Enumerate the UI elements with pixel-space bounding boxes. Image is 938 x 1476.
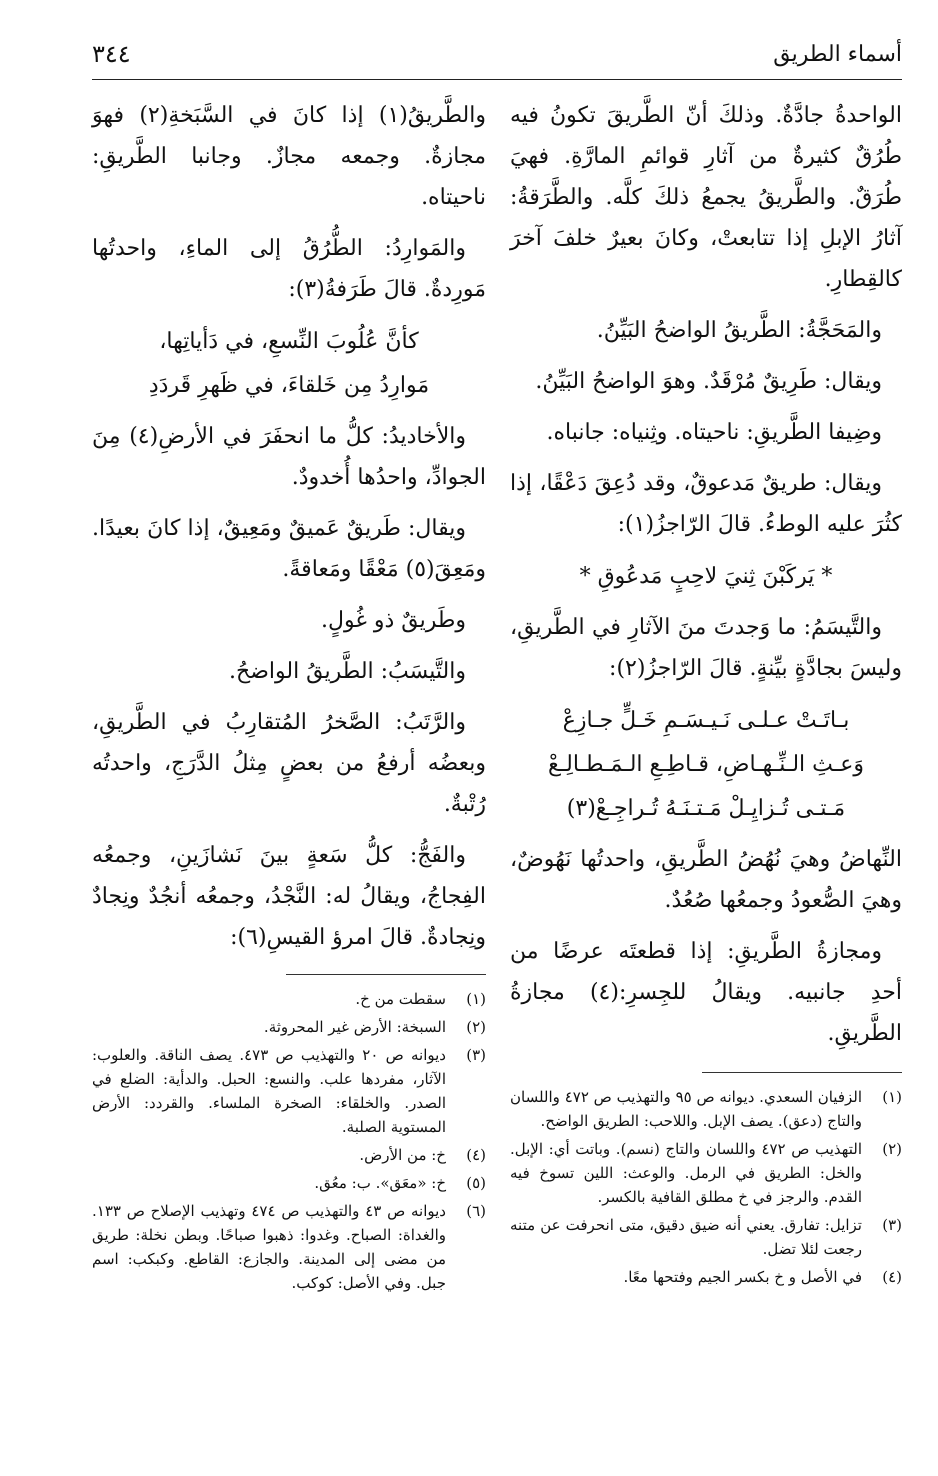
paragraph: والتَّيسَمُ: ما وَجدتَ منَ الآثارِ في الطَّريقِ، وليسَ بجادَّةٍ بيِّنةٍ. قالَ الرّاجزُ(٢): bbox=[510, 615, 902, 681]
footnote-text: في الأصل و خ بكسر الجيم وفتحها معًا. bbox=[623, 1268, 862, 1286]
paragraph: والرَّتَبُ: الصَّخرُ المُتقارِبُ في الطَّريقِ، وبعضُه أرفعُ من بعضٍ مِثلُ الدَّرَجِ، واحدتُه رُتْبةٌ. bbox=[92, 710, 486, 817]
right-column bbox=[510, 95, 902, 1293]
verse-line: مَوارِدُ مِن خَلقاءَ، في ظَهرِ قَردَدِ bbox=[148, 373, 430, 398]
footnote bbox=[92, 1043, 486, 1139]
paragraph: ويقال: طَريقٌ عَميقٌ ومَعِيقٌ، إذا كانَ بعيدًا. ومَعِقَ(٥) مَعْقًا ومَعاقةً. bbox=[92, 516, 486, 582]
paragraph: والطَّريقُ(١) إذا كانَ في السَّبَخةِ(٢) فهوَ مجازةٌ. وجمعه مجازٌ. وجانبا الطَّريقِ: ناحيتاه. bbox=[92, 103, 486, 210]
footnote bbox=[510, 1213, 902, 1261]
paragraph: ويقال: طَرِيقٌ مُرْقَدٌ. وهوَ الواضحُ البَيِّنُ. bbox=[535, 369, 882, 394]
verse-block bbox=[510, 699, 902, 831]
footnote-text: تزايل: تفارق. يعني أنه ضيق دقيق، متى انحرفت عن متنه رجعت لئلا تضل. bbox=[510, 1216, 862, 1258]
footnote bbox=[510, 1137, 902, 1209]
paragraph: والأخاديدُ: كلُّ ما انحفَرَ في الأرضِ(٤) مِنَ الجوادِّ، واحدُها أُخدودٌ. bbox=[92, 424, 486, 490]
footnote-text: ديوانه ص ٢٠ والتهذيب ص ٤٧٣. يصف الناقة. والعلوب: الآثار، مفردها علب. والنسع: الحبل. والدأية: الضلع في الصدر. والخلقاء: الصخرة الملساء. والقردد: الأرض المستوية الصلبة. bbox=[92, 1046, 446, 1136]
footnote bbox=[510, 1085, 902, 1133]
footnote-number: (٥) bbox=[466, 1174, 486, 1192]
footnote-number: (٤) bbox=[466, 1146, 486, 1164]
paragraph: ومجازةُ الطَّريقِ: إذا قطعتَه عرضًا من أحدِ جانبيه. ويقالُ للجِسرِ:(٤) مجازةُ الطَّريقِ. bbox=[510, 939, 902, 1046]
footnote bbox=[92, 987, 486, 1011]
verse-line: بـاتَـتْ عـلـى نَـيـسَـمِ خَـلٍّ جـازِعْ bbox=[562, 708, 850, 733]
verse-block bbox=[510, 555, 902, 599]
paragraph: ويقال: طريقٌ مَدعوقٌ، وقد دُعِقَ دَعْقًا، إذا كثُرَ عليه الوطءُ. قالَ الرّاجزُ(١): bbox=[510, 471, 902, 537]
running-header bbox=[92, 38, 902, 80]
verse-line: مَـتـى تُـزايِـلْ مَـتـنَـهُ تُـراجِـعْ(٣) bbox=[566, 796, 846, 821]
footnote-text: الزفيان السعدي. ديوانه ص ٩٥ والتهذيب ص ٤٧٢ واللسان والتاج (دعق). يصف الإبل. واللاحب: الطريق الواضح. bbox=[510, 1088, 863, 1130]
verse-block bbox=[92, 320, 486, 408]
footnote-number: (٦) bbox=[466, 1202, 486, 1220]
footnote-text: خ: من الأرض. bbox=[359, 1146, 446, 1164]
footnote-number: (٤) bbox=[882, 1268, 902, 1286]
paragraph: وضِيفا الطَّريقِ: ناحيتاه. وثِنياه: جانباه. bbox=[546, 420, 882, 445]
footnote-text: ديوانه ص ٤٣ والتهذيب ص ٤٧٤ وتهذيب الإصلاح ص ١٣٣. والغداة: الصباح. وغدوا: ذهبوا صباحًا. وبطن نخلة: طريق من مضى إلى المدينة. والجازع: القاطع. وكبكب: اسم جبل. وفي الأصل: كوكب. bbox=[92, 1202, 446, 1292]
verse-line: وَعـثِ الـنِّـهـاضِ، قـاطِـعِ الـمَـطـالِـعْ bbox=[548, 752, 864, 777]
footnote-separator bbox=[286, 974, 486, 975]
page-number: ٣٤٤ bbox=[92, 40, 131, 68]
footnote-text: السبخة: الأرض غير المحروثة. bbox=[263, 1018, 446, 1036]
footnote bbox=[92, 1143, 486, 1167]
paragraph: وطَريقٌ ذو غُولٍ. bbox=[321, 608, 466, 633]
verse-line: كأنَّ عُلُوبَ النِّسعِ، في دَأياتِها، bbox=[159, 329, 419, 354]
footnote bbox=[510, 1265, 902, 1289]
paragraph: والمَوارِدُ: الطُّرُقُ إلى الماءِ، واحدتُها مَورِدةٌ. قالَ طَرَفةُ(٣): bbox=[92, 236, 486, 302]
paragraph: والفَجُّ: كلُّ سَعةٍ بينَ نَشازَينِ، وجمعُه الفِجاجُ، ويقالُ له: النَّجْدُ، وجمعُه أنجُدٌ ونِجادٌ ونِجادةٌ. قالَ امرؤ القيسِ(٦): bbox=[92, 843, 486, 950]
running-title: أسماء الطريق bbox=[773, 42, 902, 67]
footnote-text: التهذيب ص ٤٧٢ واللسان والتاج (نسم). وباتت أي: الإبل. والخل: الطريق في الرمل. والوعث: اللين تسوخ فيه القدم. والرجز في خ مطلق القافية بالكسر. bbox=[510, 1140, 862, 1206]
footnote-separator bbox=[702, 1072, 902, 1073]
footnote bbox=[92, 1171, 486, 1195]
footnote-number: (٣) bbox=[466, 1046, 486, 1064]
footnote-number: (٢) bbox=[882, 1140, 902, 1158]
left-column bbox=[92, 95, 486, 1299]
verse-line: * يَركَبْنَ ثِنيَ لاحِبٍ مَدعُوقِ * bbox=[579, 564, 833, 589]
footnote-number: (٢) bbox=[466, 1018, 486, 1036]
footnote bbox=[92, 1199, 486, 1295]
footnote-text: سقطت من خ. bbox=[355, 990, 446, 1008]
paragraph: النِّهاضُ وهيَ نُهُضُ الطَّريقِ، واحدتُها نَهُوضٌ، وهيَ الصُّعودُ وجمعُها صُعُدٌ. bbox=[510, 847, 902, 913]
footnote bbox=[92, 1015, 486, 1039]
paragraph: الواحدةُ جادَّةٌ. وذلكَ أنّ الطَّريقَ تكونُ فيه طُرُقٌ كثيرةٌ من آثارِ قوائمِ المارَّةِ. فهيَ طُرَقٌ. والطَّريقُ يجمعُ ذلكَ كلَّه. والطَّرَقةُ: آثارُ الإبلِ إذا تتابعتْ، وكانَ بعيرٌ خلفَ آخرَ كالقِطارِ. bbox=[510, 103, 902, 292]
footnote-number: (٣) bbox=[882, 1216, 902, 1234]
footnote-number: (١) bbox=[882, 1088, 902, 1106]
paragraph: والتَّيسَبُ: الطَّريقُ الواضحُ. bbox=[229, 659, 466, 684]
footnote-text: خ: «معَق». ب: معُق. bbox=[314, 1174, 446, 1192]
header-rule bbox=[92, 79, 902, 80]
paragraph: والمَحَجَّةُ: الطَّريقُ الواضحُ البَيِّنُ. bbox=[596, 318, 882, 343]
footnote-number: (١) bbox=[466, 990, 486, 1008]
